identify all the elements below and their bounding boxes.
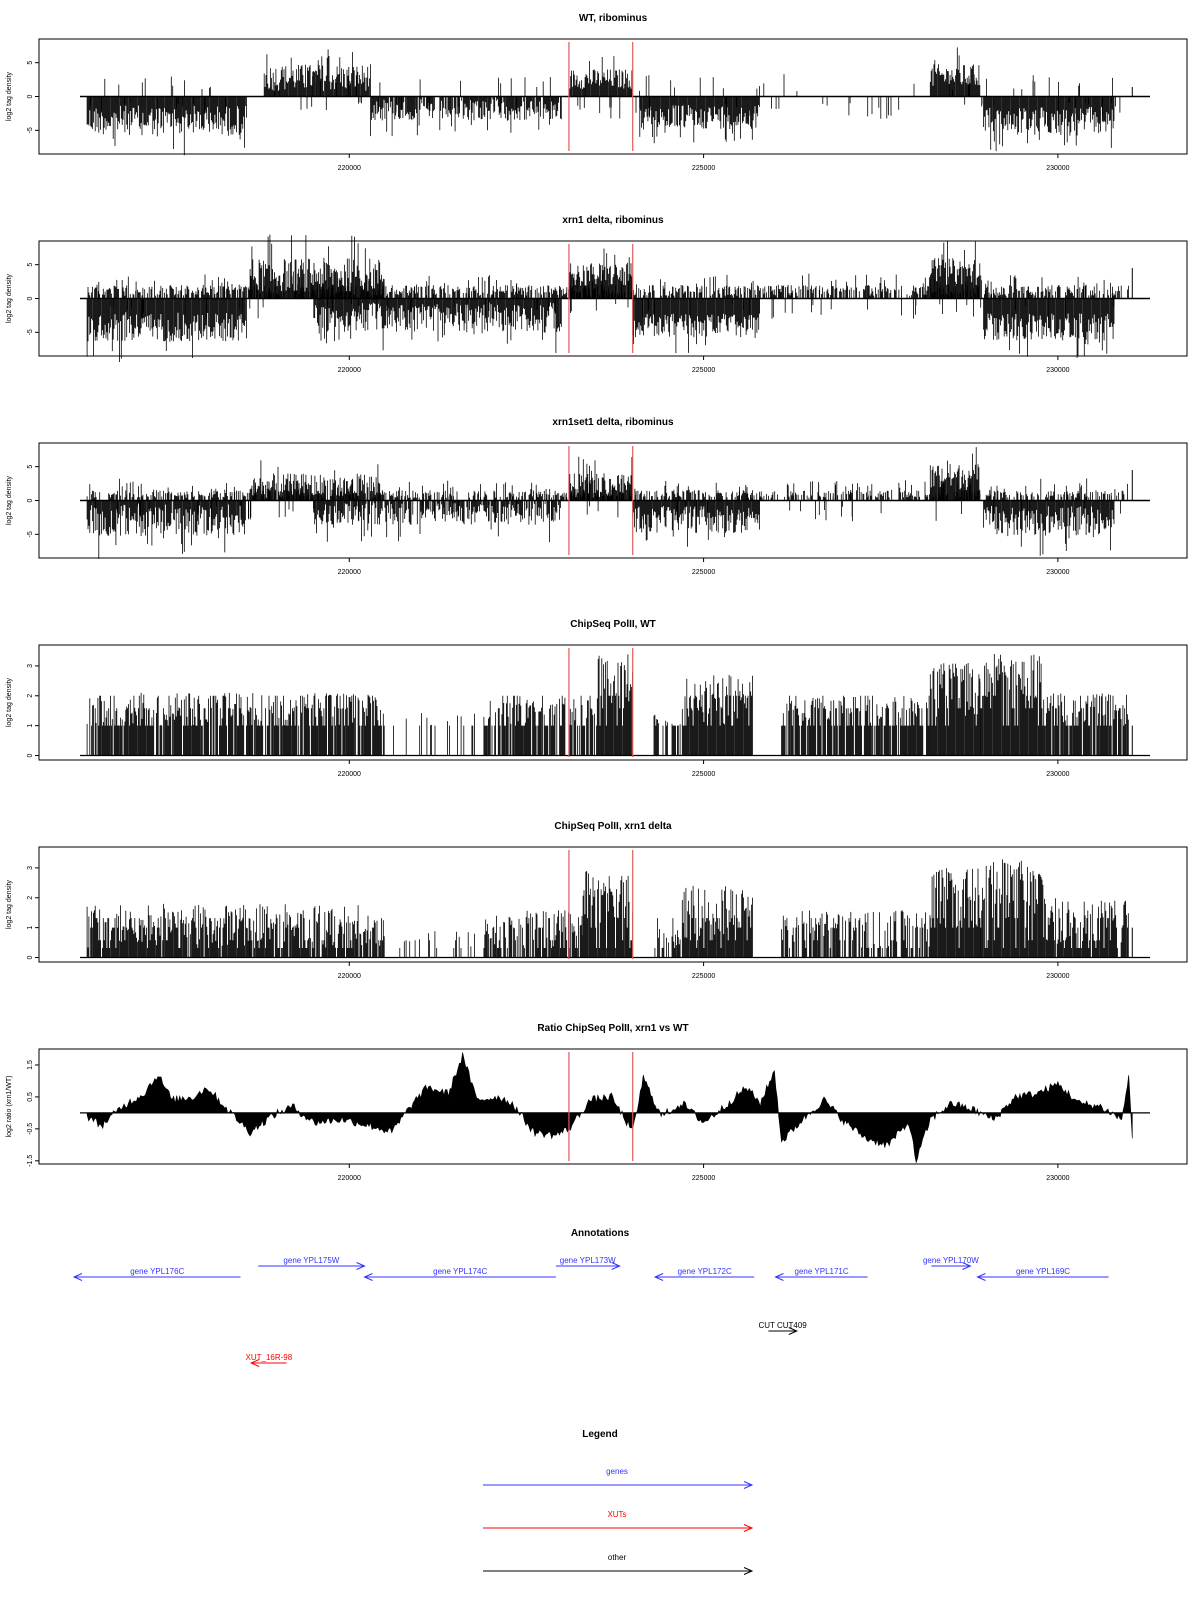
legend-item-other <box>483 1553 752 1575</box>
signal-segment-7 <box>682 675 752 756</box>
signal-bars <box>930 663 980 756</box>
gene-arrow <box>258 1256 364 1270</box>
signal-bars <box>484 910 583 957</box>
signal-segment-1 <box>87 97 246 156</box>
y-axis-label: log2 tag density <box>6 71 13 122</box>
y-tick-label: 1.5 <box>27 1060 34 1070</box>
signal-bars <box>250 693 384 755</box>
chart-panel-6 <box>6 1023 1187 1182</box>
signal-bars <box>87 299 246 363</box>
panel-title: Ratio ChipSeq PolII, xrn1 vs WT <box>537 1023 689 1034</box>
panels <box>6 13 1187 1182</box>
signal-bars <box>87 693 250 756</box>
x-tick-label: 220000 <box>337 771 361 778</box>
panel-title: ChipSeq PolII, xrn1 delta <box>554 821 672 832</box>
y-axis <box>27 1060 39 1167</box>
y-tick-label: 2 <box>27 895 34 900</box>
xut-arrow <box>246 1353 293 1367</box>
gene-arrow <box>655 1267 754 1281</box>
legend-item-xut <box>483 1510 752 1532</box>
y-tick-label: 1 <box>27 925 34 930</box>
signal-segment-8 <box>782 696 931 756</box>
y-tick-label: 3 <box>27 663 34 668</box>
signal-segment-3 <box>394 713 475 755</box>
signal <box>80 235 1150 363</box>
signal-segment-7 <box>682 886 752 958</box>
y-axis-label: log2 tag density <box>6 475 13 526</box>
signal-bars <box>87 501 245 559</box>
y-tick-label: 0.5 <box>27 1092 34 1102</box>
other-arrow <box>758 1321 807 1335</box>
x-tick-label: 220000 <box>337 569 361 576</box>
annotations-track <box>74 1228 1109 1367</box>
signal-segment-11 <box>1044 694 1129 756</box>
signal-segment-5 <box>597 654 632 755</box>
signal-segment-1 <box>87 501 245 559</box>
signal-bars <box>394 713 475 755</box>
x-axis <box>338 154 1070 172</box>
signal-segment-7 <box>984 97 1115 152</box>
gene-label: gene YPL172C <box>677 1267 732 1276</box>
signal-bars <box>250 904 384 957</box>
x-axis <box>338 1164 1070 1182</box>
signal-bars <box>400 931 475 957</box>
signal-bars <box>980 859 1043 957</box>
y-tick-label: -5 <box>27 329 34 336</box>
y-axis <box>27 61 39 134</box>
x-axis <box>338 760 1070 778</box>
x-axis <box>338 356 1070 374</box>
signal <box>80 447 1150 559</box>
signal-segment-5 <box>640 97 760 144</box>
signal-segment-9 <box>930 663 980 756</box>
panel-title: xrn1 delta, ribominus <box>562 215 664 226</box>
signal-segment-4 <box>484 910 583 957</box>
x-tick-label: 220000 <box>337 973 361 980</box>
gene-label: gene YPL175W <box>283 1256 340 1265</box>
signal-bars <box>583 871 633 957</box>
signal <box>80 1053 1150 1163</box>
gene-arrow <box>776 1267 868 1281</box>
signal-bars <box>1044 694 1129 756</box>
signal-segment-6 <box>654 715 680 756</box>
y-tick-label: 5 <box>27 262 34 267</box>
signal-bars <box>682 886 752 958</box>
x-tick-label: 220000 <box>337 1175 361 1182</box>
gene-label: gene YPL173W <box>559 1256 616 1265</box>
signal-segment-5 <box>633 299 760 354</box>
signal-bars <box>484 696 597 756</box>
gene-arrow <box>977 1267 1108 1281</box>
x-tick-label: 230000 <box>1046 1175 1070 1182</box>
y-tick-label: -5 <box>27 127 34 134</box>
x-axis <box>338 962 1070 980</box>
annotations-title: Annotations <box>570 1228 630 1239</box>
signal-segment-9 <box>930 868 980 957</box>
x-tick-label: 225000 <box>691 165 716 172</box>
chart-panel-4 <box>6 619 1187 778</box>
y-axis <box>27 465 39 538</box>
y-axis <box>27 263 39 336</box>
x-tick-label: 230000 <box>1046 973 1070 980</box>
signal-segment-3 <box>400 931 475 957</box>
y-tick-label: 0 <box>27 753 34 758</box>
signal-bars <box>640 97 760 144</box>
signal-segment-1 <box>87 299 246 363</box>
signal-bars <box>633 299 760 354</box>
signal-bars <box>782 910 931 957</box>
panel-title: xrn1set1 delta, ribominus <box>552 417 674 428</box>
signal-bars <box>984 501 1115 556</box>
chart-panel-1 <box>6 13 1187 172</box>
signal-segment-6 <box>930 447 980 500</box>
gene-arrow <box>923 1256 979 1270</box>
signal-bars <box>597 654 632 755</box>
signal-segment-4 <box>569 56 632 96</box>
gene-label: gene YPL170W <box>922 1256 979 1265</box>
signal-bars <box>682 675 752 756</box>
legend-label: other <box>607 1553 627 1562</box>
x-tick-label: 225000 <box>691 367 716 374</box>
gene-label: gene YPL171C <box>794 1267 849 1276</box>
signal-segment-2 <box>264 49 370 96</box>
signal-bars <box>264 49 370 96</box>
chart-panel-3 <box>6 417 1187 576</box>
signal-segment-3 <box>314 299 562 354</box>
x-tick-label: 225000 <box>691 973 716 980</box>
y-tick-label: -5 <box>27 531 34 538</box>
legend-title: Legend <box>582 1429 618 1440</box>
signal-bars <box>930 868 980 957</box>
signal-segment-6 <box>655 918 680 957</box>
signal-segment-3 <box>314 501 561 543</box>
x-tick-label: 230000 <box>1046 165 1070 172</box>
xut-label: XUT_16R-98 <box>245 1353 293 1362</box>
x-tick-label: 225000 <box>691 569 716 576</box>
signal-bars <box>655 918 680 957</box>
signal-bars <box>87 904 250 958</box>
ratio-area <box>87 1053 1132 1163</box>
panel-title: WT, ribominus <box>578 13 648 24</box>
y-tick-label: 0 <box>27 498 34 503</box>
y-tick-label: 0 <box>27 296 34 301</box>
x-tick-label: 225000 <box>691 1175 716 1182</box>
y-tick-label: 0 <box>27 94 34 99</box>
x-tick-label: 230000 <box>1046 367 1070 374</box>
gene-arrow <box>74 1267 241 1281</box>
gene-label: gene YPL174C <box>433 1267 488 1276</box>
signal-bars <box>930 47 980 96</box>
gene-arrow <box>365 1267 556 1281</box>
signal-bars <box>314 299 562 354</box>
legend-label: XUTs <box>607 1510 627 1519</box>
signal-bars <box>930 447 980 500</box>
gene-arrow <box>556 1256 620 1270</box>
signal-bars <box>314 501 561 543</box>
x-tick-label: 225000 <box>691 771 716 778</box>
signal-segment-7 <box>984 501 1115 556</box>
y-tick-label: 5 <box>27 60 34 65</box>
legend-label: genes <box>606 1467 628 1476</box>
signal-segment-5 <box>583 871 633 957</box>
y-tick-label: 1 <box>27 723 34 728</box>
y-tick-label: -1.5 <box>27 1154 34 1167</box>
chart-panel-5 <box>6 821 1187 980</box>
panel-title: ChipSeq PolII, WT <box>570 619 656 630</box>
legend <box>483 1429 752 1575</box>
y-tick-label: 0 <box>27 955 34 960</box>
y-axis-label: log2 ratio (xrn1/WT) <box>6 1075 13 1138</box>
signal-segment-8 <box>782 910 931 957</box>
y-tick-label: -0.5 <box>27 1122 34 1135</box>
legend-item-gene <box>483 1467 752 1489</box>
x-tick-label: 220000 <box>337 165 361 172</box>
signal-segment-1 <box>87 693 250 756</box>
chart-panel-2 <box>6 215 1187 374</box>
y-axis <box>27 664 39 758</box>
y-tick-label: 3 <box>27 865 34 870</box>
y-tick-label: 2 <box>27 693 34 698</box>
signal-segment-10 <box>980 859 1043 957</box>
gene-label: gene YPL169C <box>1015 1267 1071 1276</box>
signal-bars <box>87 97 246 156</box>
legend-items <box>483 1467 752 1575</box>
signal <box>80 859 1150 957</box>
signal-bars <box>980 654 1043 756</box>
signal-segment-11 <box>1044 898 1129 957</box>
signal-bars <box>569 56 632 96</box>
signal-segment-2 <box>250 693 384 755</box>
y-axis-label: log2 tag density <box>6 273 13 324</box>
x-tick-label: 220000 <box>337 367 361 374</box>
x-tick-label: 230000 <box>1046 569 1070 576</box>
y-axis-label: log2 tag density <box>6 677 13 728</box>
other-label: CUT CUT409 <box>758 1321 807 1330</box>
y-axis-label: log2 tag density <box>6 879 13 930</box>
signal-bars <box>782 696 931 756</box>
signal-segment-4 <box>484 696 597 756</box>
signal-segment-2 <box>250 904 384 957</box>
annotation-items <box>74 1256 1109 1367</box>
signal-bars <box>984 97 1115 152</box>
gene-label: gene YPL176C <box>130 1267 185 1276</box>
x-tick-label: 230000 <box>1046 771 1070 778</box>
signal-bars <box>654 715 680 756</box>
signal <box>80 654 1150 756</box>
signal-segment-1 <box>87 904 250 958</box>
signal-segment-10 <box>980 654 1043 756</box>
x-axis <box>338 558 1070 576</box>
y-tick-label: 5 <box>27 464 34 469</box>
signal <box>80 47 1150 155</box>
signal-segment-6 <box>930 47 980 96</box>
y-axis <box>27 866 39 960</box>
signal-bars <box>1044 898 1129 957</box>
